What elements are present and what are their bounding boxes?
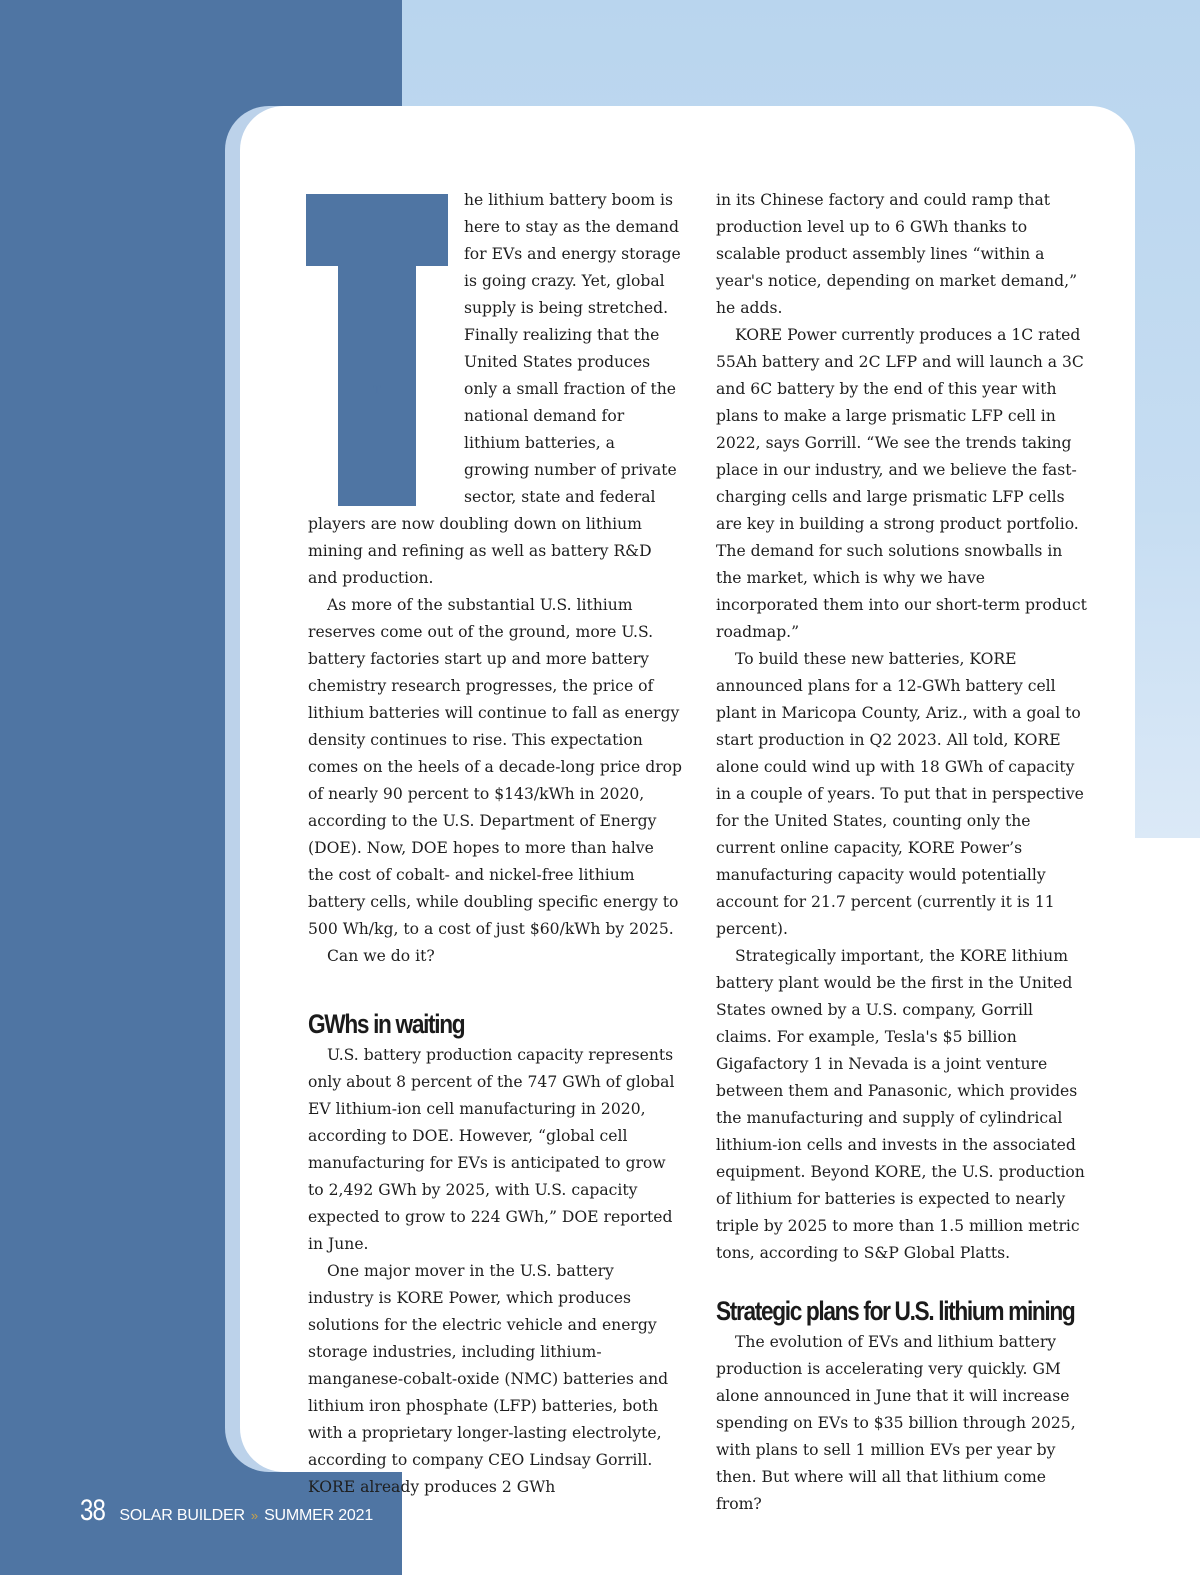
magazine-name: SOLAR BUILDER — [119, 1507, 245, 1524]
separator-glyph: » — [250, 1508, 259, 1523]
intro-paragraph: he lithium battery boom is here to stay as the demand for EVs and energy storage is going crazy. Yet, global supply is being stretched. Finally realizing that the United States produces only a small fraction of the national demand for lithium batteries, a growing number of private sector, state and federal players are now doubling down on lithium mining and refining as well as battery R&D and production. — [308, 191, 681, 587]
section-heading: Strategic plans for U.S. lithium mining — [716, 1296, 1075, 1326]
dropcap-letter: T — [372, 383, 382, 397]
page-footer — [80, 1494, 373, 1528]
page-number: 38 — [80, 1494, 106, 1527]
paragraph: Strategically important, the KORE lithium battery plant would be the first in the United States owned by a U.S. company, Gorrill claims. For example, Tesla's $5 billion Gigafactory 1 in Nevada is a joint venture between them and Panasonic, which provides the manufacturing and supply of cylindrical lithium-ion cells and invests in the associated equipment. Beyond KORE, the U.S. production of lithium for batteries is expected to nearly triple by 2025 to more than 1.5 million metric tons, according to S&P Global Platts. — [716, 947, 1085, 1262]
dropcap — [306, 194, 448, 506]
dropcap-letter-glyph — [306, 194, 448, 506]
paragraph: Can we do it? — [327, 947, 435, 965]
paragraph: As more of the substantial U.S. lithium reserves come out of the ground, more U.S. battery factories start up and more battery chemistry research progresses, the price of lithium batteries will continue to fall as energy density continues to rise. This expectation comes on the heels of a decade-long price drop of nearly 90 percent to $143/kWh in 2020, according to the U.S. Department of Energy (DOE). Now, DOE hopes to more than halve the cost of cobalt- and nickel-free lithium battery cells, while doubling specific energy to 500 Wh/kg, to a cost of just $60/kWh by 2025. — [308, 596, 683, 938]
article-column-right — [716, 187, 1091, 1518]
continued-paragraph: in its Chinese factory and could ramp that production level up to 6 GWh thanks to scalable product assembly lines “within a year's notice, depending on market demand,” he adds. — [716, 191, 1078, 317]
paragraph: To build these new batteries, KORE announced plans for a 12-GWh battery cell plant in Maricopa County, Ariz., with a goal to start production in Q2 2023. All told, KORE alone could wind up with 18 GWh of capacity in a couple of years. To put that in perspective for the United States, counting only the current online capacity, KORE Power’s manufacturing capacity would potentially account for 21.7 percent (currently it is 11 percent). — [716, 650, 1084, 938]
section-heading: GWhs in waiting — [308, 1009, 465, 1039]
issue-label: SUMMER 2021 — [264, 1507, 374, 1524]
paragraph: The evolution of EVs and lithium battery production is accelerating very quickly. GM alone announced in June that it will increase spending on EVs to $35 billion through 2025, with plans to sell 1 million EVs per year by then. But where will all that lithium come from? — [716, 1333, 1076, 1513]
paragraph: U.S. battery production capacity represents only about 8 percent of the 747 GWh of global EV lithium-ion cell manufacturing in 2020, according to DOE. However, “global cell manufacturing for EVs is anticipated to grow to 2,492 GWh by 2025, with U.S. capacity expected to grow to 224 GWh,” DOE reported in June. — [308, 1046, 675, 1253]
paragraph: One major mover in the U.S. battery industry is KORE Power, which produces solutions for the electric vehicle and energy storage industries, including lithium-manganese-cobalt-oxide (NMC) batteries and lithium iron phosphate (LFP) batteries, both with a proprietary longer-lasting electrolyte, according to company CEO Lindsay Gorrill. KORE already produces 2 GWh — [308, 1262, 669, 1496]
article-column-left — [308, 187, 683, 1501]
paragraph: KORE Power currently produces a 1C rated 55Ah battery and 2C LFP and will launch a 3C and 6C battery by the end of this year with plans to make a large prismatic LFP cell in 2022, says Gorrill. “We see the trends taking place in our industry, and we believe the fast-charging cells and large prismatic LFP cells are key in building a strong product portfolio. The demand for such solutions snowballs in the market, which is why we have incorporated them into our short-term product roadmap.” — [716, 326, 1087, 641]
